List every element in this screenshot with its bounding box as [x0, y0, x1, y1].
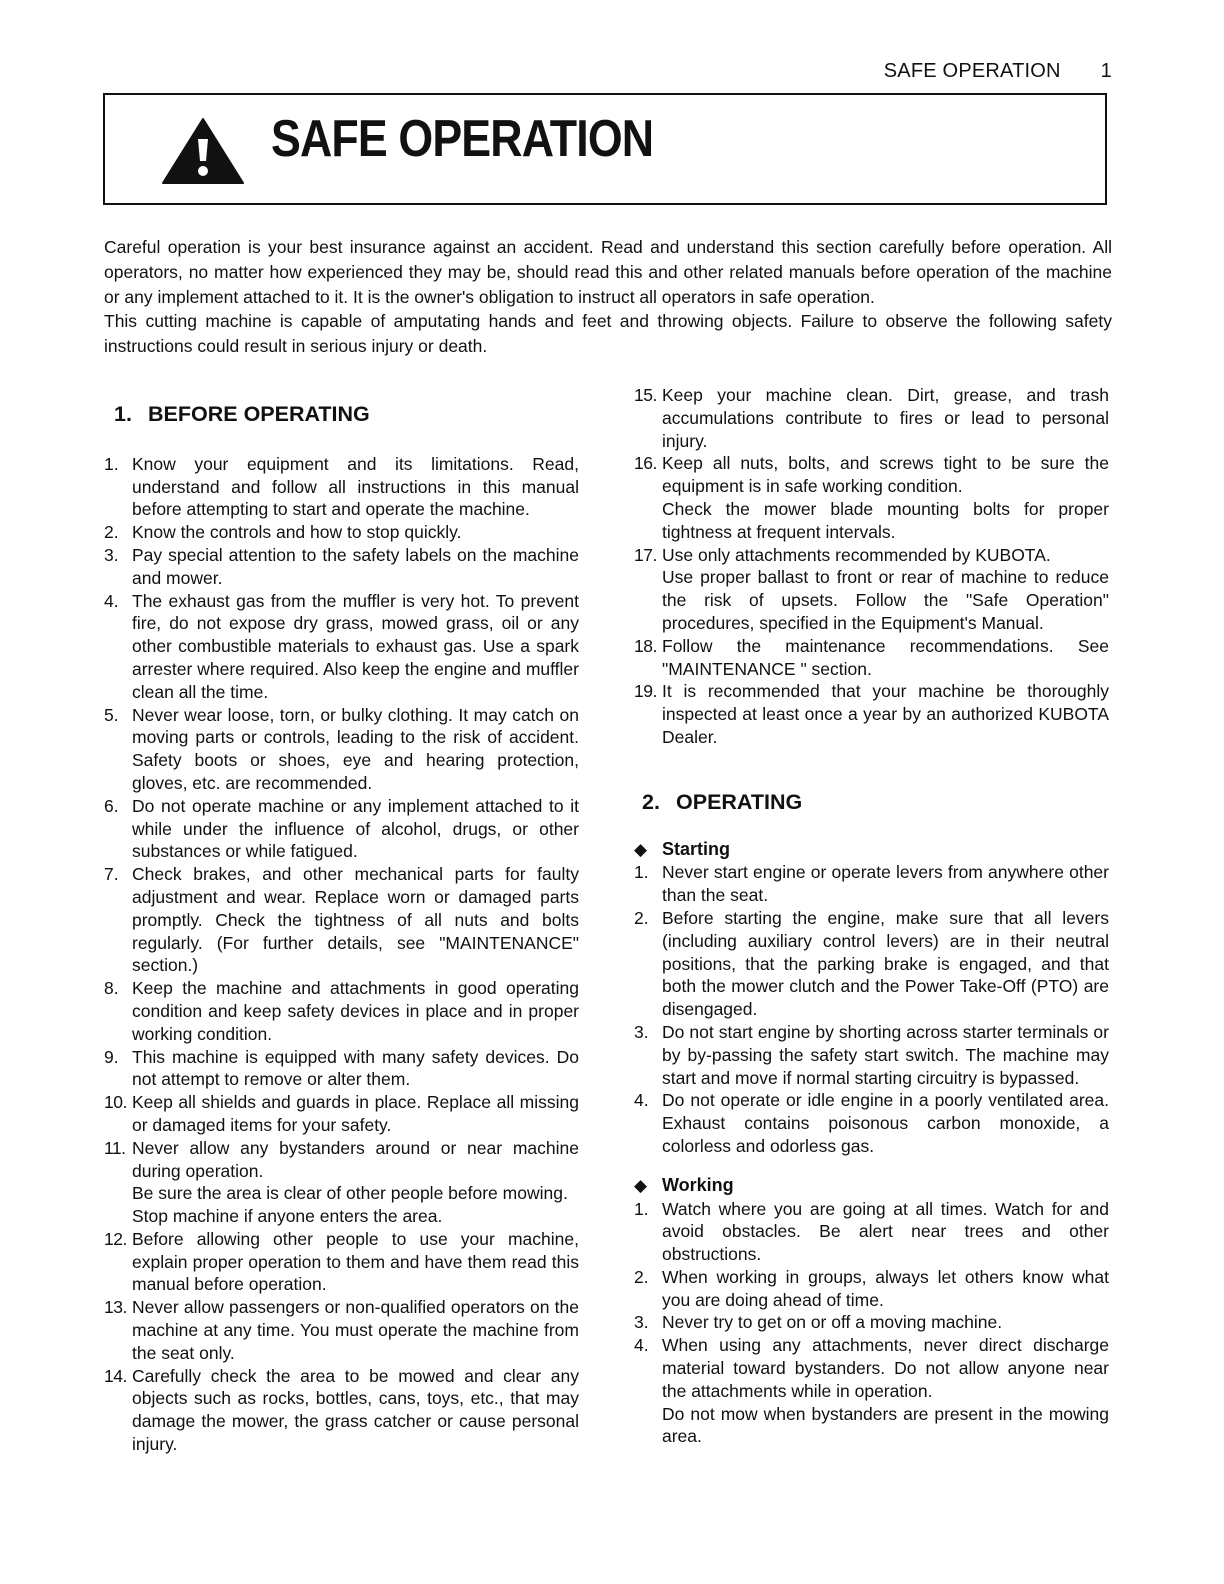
list-item-number: 10. — [104, 1092, 127, 1113]
list-item — [104, 795, 579, 863]
list-item-text: Pay special attention to the safety labels on the machine and mower. — [132, 544, 579, 588]
list-item-text: Check the mower blade mounting bolts for proper tightness at frequent intervals. — [662, 498, 1109, 542]
diamond-bullet-icon: ◆ — [634, 839, 648, 859]
list-item — [634, 1089, 1109, 1157]
list-item — [634, 1334, 1109, 1448]
page-title: SAFE OPERATION — [271, 110, 654, 168]
intro-paragraph: This cutting machine is capable of amputating hands and feet and throwing objects. Failure to observe the following safety instructions could result in serious injury or death. — [104, 311, 1112, 357]
list-item-number: 12. — [104, 1228, 127, 1249]
subheading-starting — [634, 838, 1109, 862]
list-item-number: 3. — [104, 544, 119, 565]
list-item-text: When using any attachments, never direct discharge material toward bystanders. Do not allow anyone near the attachments while in operation. — [662, 1335, 1109, 1401]
list-item-number: 3. — [634, 1312, 649, 1333]
list-item-number: 9. — [104, 1046, 119, 1067]
list-item-text: Never wear loose, torn, or bulky clothing. It may catch on moving parts or controls, leading to the risk of accident. Safety boots or shoes, eye and hearing protection, gloves, etc. are recommended. — [132, 704, 579, 793]
list-item — [634, 907, 1109, 1021]
list-item-text: Keep all shields and guards in place. Replace all missing or damaged items for your safety. — [132, 1092, 579, 1135]
list-item — [104, 1137, 579, 1228]
list-item — [634, 452, 1109, 543]
list-item-text: Never allow any bystanders around or near machine during operation. — [132, 1137, 579, 1181]
list-item-number: 2. — [634, 907, 649, 928]
list-item-text: Keep the machine and attachments in good operating condition and keep safety devices in place and in proper working condition. — [132, 978, 579, 1044]
list-item-text: Follow the maintenance recommendations. See "MAINTENANCE " section. — [662, 635, 1109, 679]
list-item — [634, 1311, 1109, 1334]
running-header — [884, 60, 1112, 83]
list-item-number: 4. — [634, 1090, 649, 1111]
list-item — [104, 453, 579, 521]
list-item — [634, 384, 1109, 452]
list-item-text: Never try to get on or off a moving machine. — [662, 1312, 1003, 1333]
list-item-text: Check brakes, and other mechanical parts for faulty adjustment and wear. Replace worn or damaged parts promptly. Check the tightness of all nuts and bolts regularly. (For further details, see "MAINTENANCE" section.) — [132, 864, 579, 976]
list-item — [104, 1091, 579, 1137]
list-item-number: 2. — [104, 522, 119, 543]
list-item-text: Before starting the engine, make sure that all levers (including auxiliary control levers) are in their neutral positions, that the parking brake is engaged, and that both the mower clutch and the Power Take-Off (PTO) are disengaged. — [662, 907, 1109, 1020]
section-heading — [642, 791, 1109, 814]
list-item-text: Keep all nuts, bolts, and screws tight to be sure the equipment is in safe working condition. — [662, 453, 1109, 497]
list-item-number: 2. — [634, 1266, 649, 1287]
list-item — [104, 1228, 579, 1296]
list-item-text: When working in groups, always let others know what you are doing ahead of time. — [662, 1266, 1109, 1310]
list-item-text: Do not operate or idle engine in a poorly ventilated area. Exhaust contains poisonous carbon monoxide, a colorless and odorless gas. — [662, 1090, 1109, 1156]
list-item-text: Do not start engine by shorting across starter terminals or by by-passing the safety start switch. The machine may start and move if normal starting circuitry is bypassed. — [662, 1021, 1109, 1088]
list-item — [104, 590, 579, 704]
list-item — [634, 635, 1109, 681]
list-item-number: 4. — [104, 590, 119, 611]
list-item — [634, 680, 1109, 748]
list-item-number: 18. — [634, 635, 657, 656]
section-title: BEFORE OPERATING — [148, 402, 370, 426]
list-item-text: Before allowing other people to use your machine, explain proper operation to them and have them read this manual before operation. — [132, 1228, 579, 1295]
list-item-text: Never start engine or operate levers from anywhere other than the seat. — [662, 862, 1109, 906]
list-item-number: 1. — [634, 862, 649, 883]
list-item-number: 1. — [634, 1198, 649, 1219]
starting-list — [634, 861, 1109, 1157]
list-item-number: 5. — [104, 704, 119, 725]
before-operating-list-continued — [634, 384, 1109, 749]
diamond-bullet-icon: ◆ — [634, 1175, 648, 1195]
list-item-number: 1. — [104, 453, 119, 474]
left-column — [104, 403, 579, 1456]
page-number: 1 — [1100, 60, 1112, 82]
subheading-label: Working — [662, 1174, 734, 1195]
before-operating-list — [104, 453, 579, 1456]
list-item-text: Watch where you are going at all times. Watch for and avoid obstacles. Be alert near trees and other obstructions. — [662, 1198, 1109, 1265]
right-column — [634, 384, 1109, 1448]
title-box — [103, 93, 1107, 205]
list-item-text: Keep your machine clean. Dirt, grease, and trash accumulations contribute to fires or lead to personal injury. — [662, 385, 1109, 451]
running-header-title: SAFE OPERATION — [883, 60, 1061, 82]
list-item-text: This machine is equipped with many safety devices. Do not attempt to remove or alter them. — [132, 1046, 579, 1090]
list-item — [634, 1021, 1109, 1089]
list-item — [104, 544, 579, 590]
subheading-label: Starting — [662, 838, 731, 859]
list-item-number: 16. — [634, 453, 657, 474]
list-item-number: 15. — [634, 385, 657, 405]
list-item-text: Be sure the area is clear of other people before mowing. — [132, 1183, 568, 1204]
list-item-text: Carefully check the area to be mowed and clear any objects such as rocks, bottles, cans, toys, etc., that may damage the mower, the grass catcher or cause personal injury. — [132, 1365, 579, 1455]
list-item-number: 8. — [104, 978, 119, 999]
list-item-text: Do not mow when bystanders are present in the mowing area. — [662, 1403, 1109, 1447]
list-item-number: 4. — [634, 1335, 649, 1356]
list-item-text: The exhaust gas from the muffler is very hot. To prevent fire, do not expose dry grass, mowed grass, oil or any other combustible materials to exhaust gas. Use a spark arrester where required. Also keep the engine and muffler clean all the time. — [132, 590, 579, 702]
list-item-text: Never allow passengers or non-qualified operators on the machine at any time. You must operate the machine from the seat only. — [132, 1297, 579, 1363]
list-item-text: It is recommended that your machine be thoroughly inspected at least once a year by an authorized KUBOTA Dealer. — [662, 681, 1109, 747]
list-item-number: 7. — [104, 864, 119, 885]
list-item-text: Know your equipment and its limitations. Read, understand and follow all instructions in this manual before attempting to start and operate the machine. — [132, 453, 579, 520]
list-item-text: Do not operate machine or any implement attached to it while under the influence of alcohol, drugs, or other substances or while fatigued. — [132, 795, 579, 862]
section-heading — [114, 403, 579, 426]
list-item-number: 3. — [634, 1021, 649, 1042]
list-item-number: 13. — [104, 1297, 127, 1318]
list-item — [634, 1198, 1109, 1266]
list-item — [104, 1365, 579, 1456]
section-number: 1. — [114, 402, 132, 426]
list-item-text: Stop machine if anyone enters the area. — [132, 1206, 443, 1227]
list-item — [104, 977, 579, 1045]
list-item-number: 19. — [634, 681, 657, 702]
list-item-text: Use only attachments recommended by KUBOTA. — [662, 544, 1051, 565]
section-number: 2. — [642, 789, 660, 814]
subheading-working — [634, 1174, 1109, 1198]
list-item — [634, 861, 1109, 907]
list-item-number: 11. — [104, 1137, 126, 1158]
warning-triangle-icon — [161, 117, 245, 185]
list-item-number: 17. — [634, 544, 657, 565]
section-title: OPERATING — [676, 789, 803, 814]
list-item — [104, 521, 579, 544]
list-item-text: Know the controls and how to stop quickly. — [132, 522, 462, 543]
list-item-number: 14. — [104, 1365, 127, 1386]
working-list — [634, 1198, 1109, 1449]
list-item — [634, 1266, 1109, 1312]
list-item — [104, 1046, 579, 1092]
list-item — [634, 544, 1109, 635]
list-item — [104, 1296, 579, 1364]
list-item — [104, 704, 579, 795]
list-item — [104, 863, 579, 977]
list-item-text: Use proper ballast to front or rear of machine to reduce the risk of upsets. Follow the "Safe Operation" procedures, specified in the Equipment's Manual. — [662, 567, 1109, 633]
list-item-number: 6. — [104, 795, 119, 816]
intro-paragraph: Careful operation is your best insurance against an accident. Read and understand this section carefully before operation. All operators, no matter how experienced they may be, should read this and other related manuals before operation of the machine or any implement attached to it. It is the owner's obligation to instruct all operators in safe operation. — [104, 237, 1112, 307]
intro — [104, 235, 1112, 359]
